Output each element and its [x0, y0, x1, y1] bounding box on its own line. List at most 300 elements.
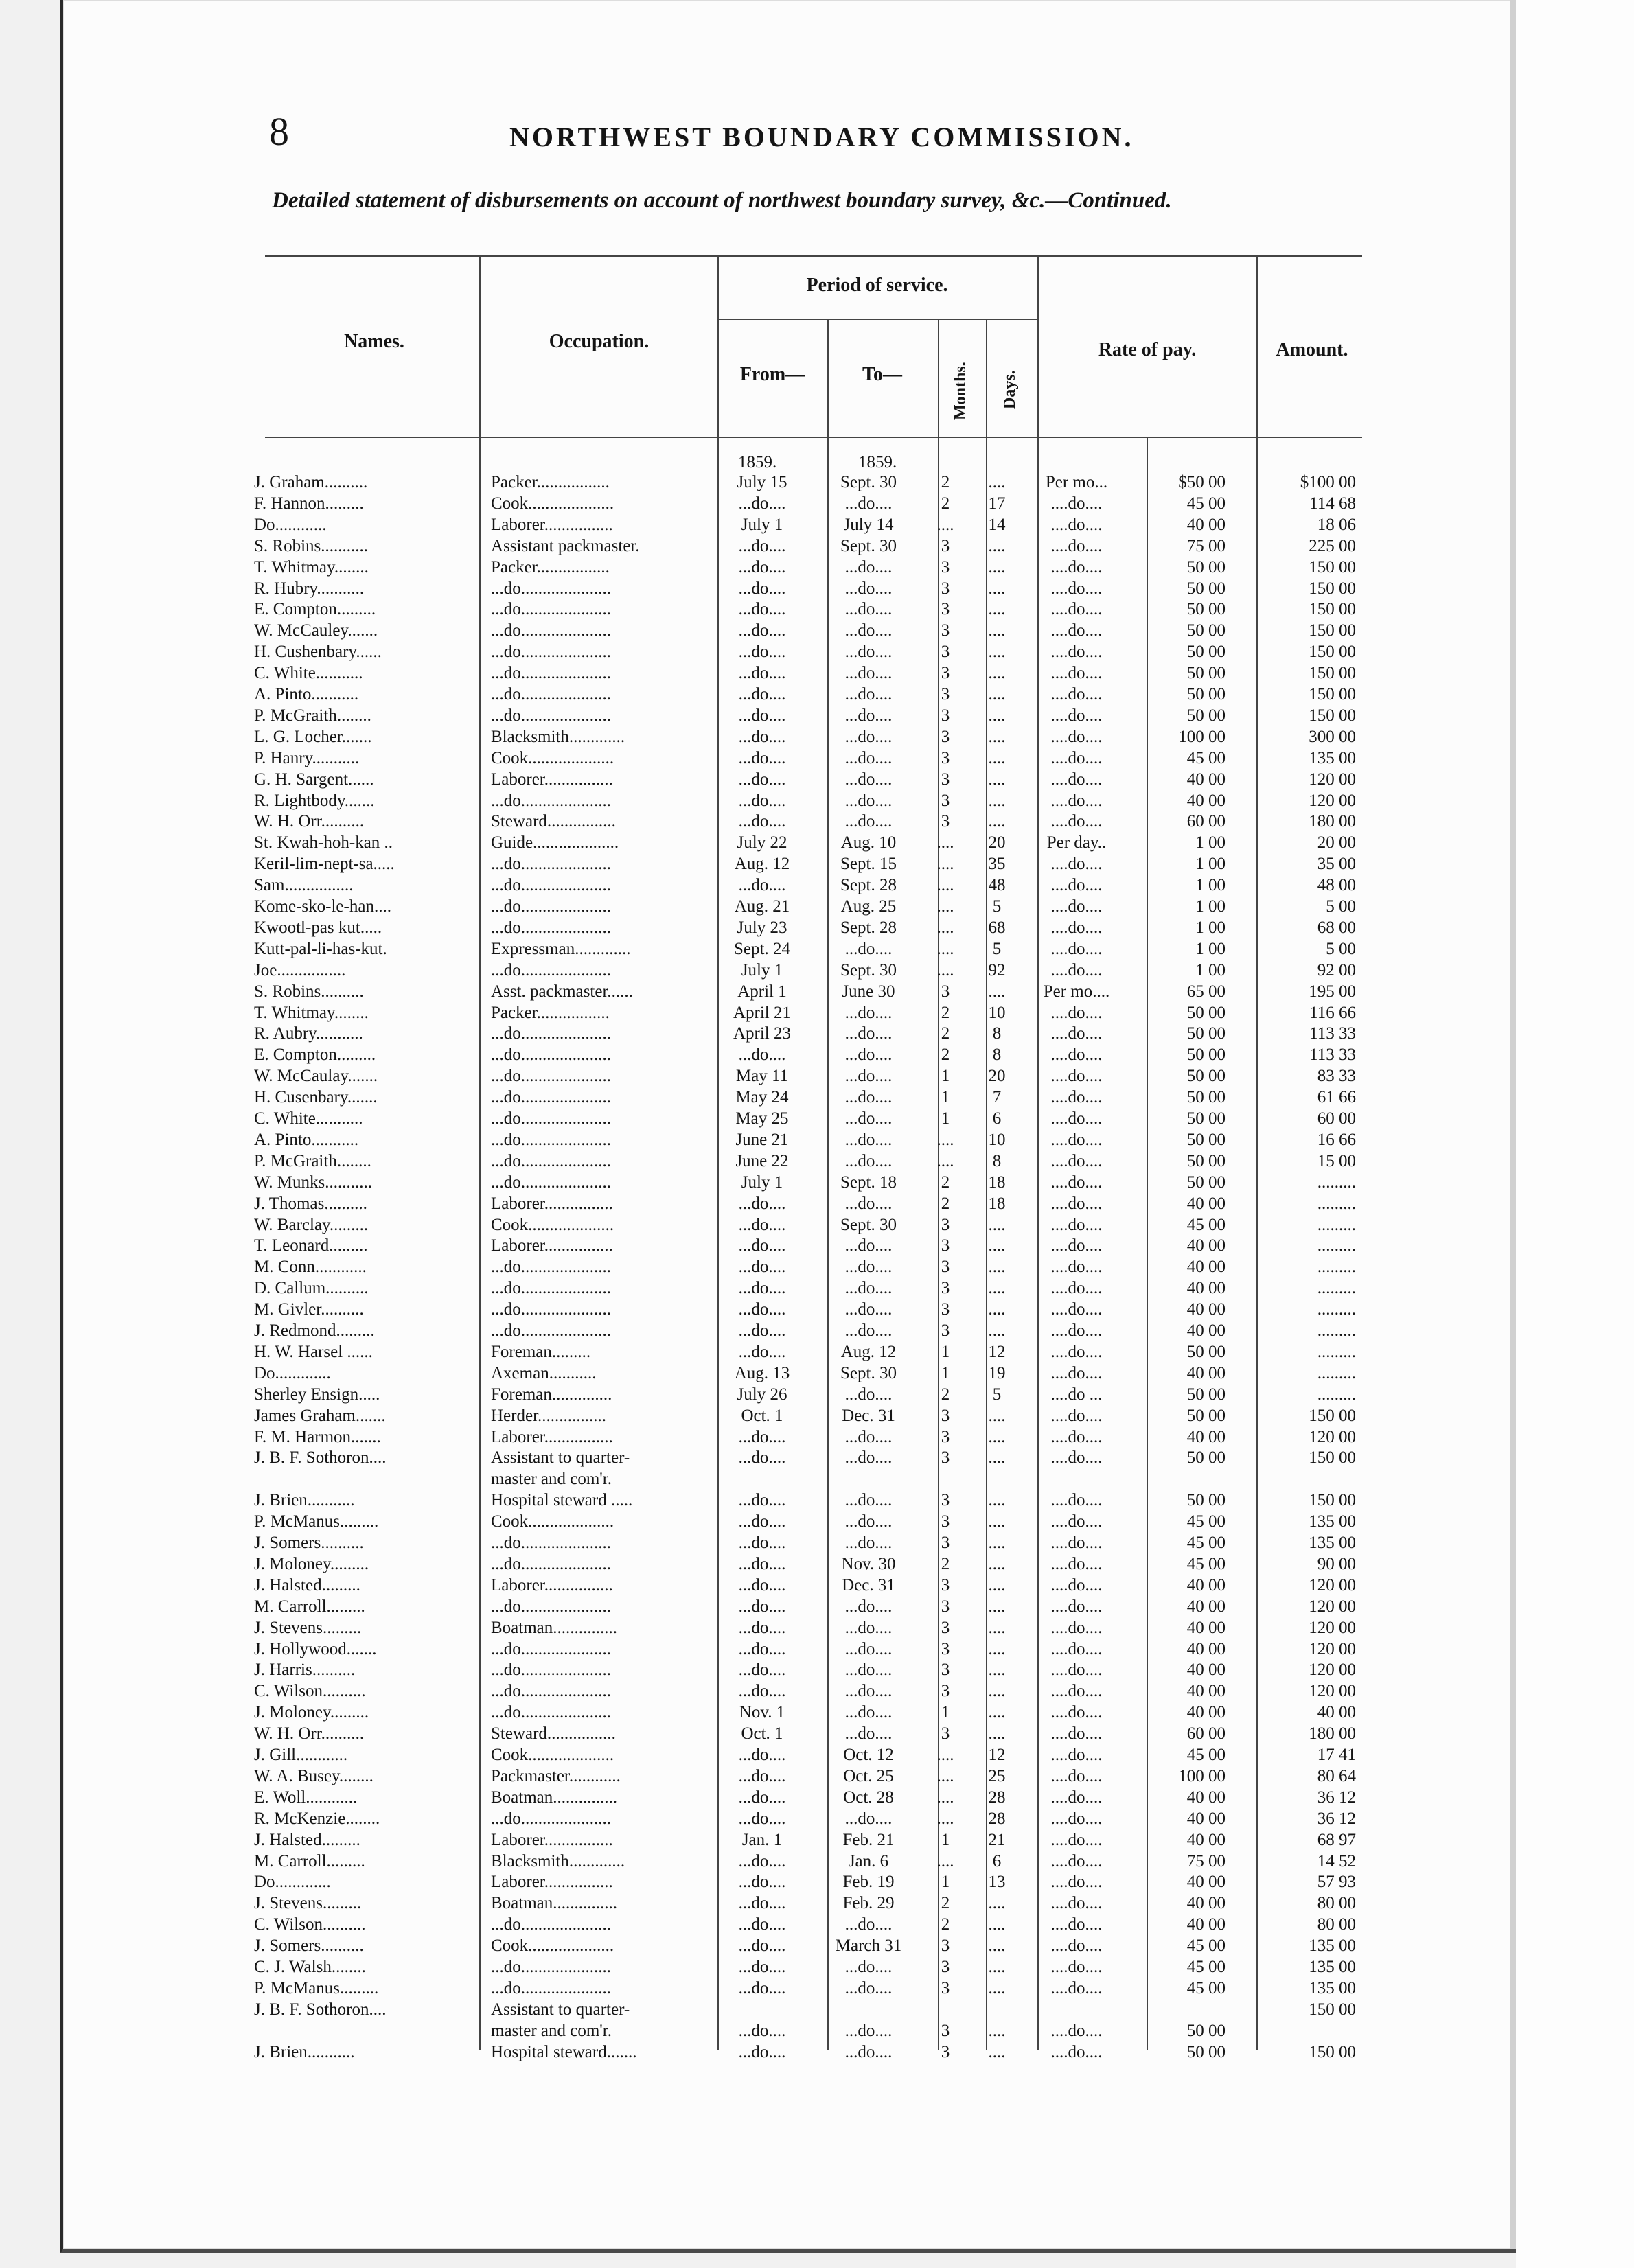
- cell-amt: 150 00: [1309, 706, 1356, 725]
- cell-dy: 25: [988, 1766, 1006, 1785]
- cell-to: Nov. 30: [841, 1554, 896, 1573]
- cell-to: ...do....: [844, 685, 893, 704]
- table-row: [254, 1914, 1366, 1935]
- cell-name: J. Gill............: [254, 1746, 348, 1764]
- cell-amt: $100 00: [1300, 473, 1356, 491]
- table-row: [254, 536, 1366, 557]
- table-row: [254, 896, 1366, 917]
- cell-occ: Cook....................: [491, 494, 614, 513]
- table-row: [254, 1406, 1366, 1426]
- table-row: [254, 1130, 1366, 1150]
- cell-ramt: 50 00: [1186, 706, 1226, 725]
- cell-from: ...do....: [738, 685, 786, 704]
- cell-name: P. McGraith........: [254, 1151, 371, 1170]
- cell-to: ...do....: [844, 791, 893, 810]
- cell-occ: Packer.................: [491, 1003, 610, 1022]
- cell-from: ...do....: [738, 1787, 786, 1807]
- cell-from: ...do....: [738, 1194, 786, 1213]
- cell-mo: 3: [941, 557, 950, 577]
- cell-to: Dec. 31: [842, 1406, 895, 1425]
- cell-mo: 3: [941, 1575, 950, 1595]
- cell-ramt: 50 00: [1186, 579, 1226, 598]
- table-row: [254, 1724, 1366, 1744]
- cell-from: ...do....: [738, 579, 786, 598]
- cell-occ: ...do.....................: [491, 600, 611, 619]
- cell-from: July 26: [737, 1385, 787, 1404]
- cell-amt: 120 00: [1309, 1427, 1356, 1446]
- cell-mo: 2: [941, 1003, 950, 1022]
- cell-from: ...do....: [738, 876, 786, 895]
- cell-to: ...do....: [844, 727, 893, 746]
- cell-to: ...do....: [844, 1703, 893, 1722]
- cell-to: July 14: [843, 515, 894, 534]
- cell-from: Oct. 1: [741, 1406, 783, 1425]
- cell-to: Sept. 30: [840, 1363, 897, 1382]
- cell-dy: ....: [988, 2021, 1006, 2040]
- cell-occ: ...do.....................: [491, 1660, 611, 1680]
- cell-ramt: 40 00: [1186, 1363, 1226, 1382]
- cell-from: ...do....: [738, 1321, 786, 1340]
- cell-to: ...do....: [844, 1258, 893, 1277]
- table-row: [254, 557, 1366, 578]
- cell-amt: 135 00: [1309, 1512, 1356, 1531]
- cell-dy: 12: [988, 1342, 1006, 1361]
- cell-dy: ....: [988, 685, 1006, 704]
- page-title: NORTHWEST BOUNDARY COMMISSION.: [509, 121, 1134, 152]
- table-row: [254, 1745, 1366, 1766]
- cell-from: Aug. 12: [734, 855, 790, 874]
- cell-rate: ....do....: [1050, 1978, 1103, 1998]
- cell-mo: 3: [941, 2021, 950, 2040]
- cell-from: July 23: [737, 918, 787, 937]
- cell-dy: 8: [992, 1024, 1002, 1043]
- cell-ramt: 50 00: [1186, 1003, 1226, 1022]
- cell-dy: ....: [988, 1958, 1006, 1976]
- cell-name: G. H. Sargent......: [254, 769, 374, 789]
- cell-mo: 3: [941, 1682, 950, 1701]
- cell-to: ...do....: [844, 1151, 893, 1170]
- cell-amt: 83 33: [1317, 1067, 1356, 1086]
- cell-ramt: 50 00: [1186, 621, 1226, 640]
- cell-from: ...do....: [738, 1873, 786, 1892]
- cell-rate: ....do....: [1050, 1618, 1103, 1637]
- cell-ramt: 45 00: [1186, 1534, 1226, 1552]
- cell-dy: ....: [988, 664, 1006, 683]
- cell-rate: ....do....: [1050, 1279, 1103, 1298]
- cell-rate: ....do....: [1050, 1406, 1103, 1425]
- cell-dy: 12: [988, 1746, 1006, 1764]
- cell-rate: ....do....: [1050, 1682, 1103, 1701]
- cell-from: ...do....: [738, 1534, 786, 1552]
- cell-name: C. White...........: [254, 1109, 363, 1128]
- cell-name: M. Carroll.........: [254, 1851, 365, 1871]
- cell-to: ...do....: [844, 1915, 893, 1934]
- cell-dy: ....: [988, 1936, 1006, 1956]
- cell-amt: 90 00: [1317, 1554, 1356, 1573]
- cell-rate: ....do....: [1050, 1703, 1103, 1722]
- cell-mo: 1: [941, 1363, 950, 1382]
- table-row: [254, 727, 1366, 748]
- cell-amt: 135 00: [1309, 1534, 1356, 1552]
- cell-to: Dec. 31: [842, 1575, 895, 1595]
- cell-mo: ....: [936, 1809, 954, 1828]
- cell-amt: 15 00: [1317, 1151, 1356, 1170]
- cell-amt: 150 00: [1309, 621, 1356, 640]
- cell-amt: .........: [1317, 1321, 1356, 1340]
- cell-mo: 3: [941, 1534, 950, 1552]
- cell-mo: 3: [941, 727, 950, 746]
- cell-mo: 3: [941, 1958, 950, 1976]
- cell-name: J. Redmond.........: [254, 1321, 375, 1340]
- cell-dy: ....: [988, 536, 1006, 555]
- cell-from: ...do....: [738, 748, 786, 767]
- cell-name: T. Whitmay........: [254, 1003, 369, 1022]
- cell-from: April 1: [737, 982, 787, 1001]
- cell-to: ...do....: [844, 748, 893, 767]
- year-to: 1859.: [858, 453, 897, 472]
- cell-mo: ....: [936, 855, 954, 874]
- cell-occ: Cook....................: [491, 1512, 614, 1531]
- cell-to: ...do....: [844, 1045, 893, 1065]
- cell-occ: Boatman...............: [491, 1894, 618, 1913]
- table-row: [254, 1469, 1366, 1490]
- cell-dy: ....: [988, 1321, 1006, 1340]
- cell-to: Sept. 30: [840, 960, 897, 980]
- cell-from: ...do....: [738, 727, 786, 746]
- cell-dy: ....: [988, 1597, 1006, 1616]
- cell-rate: ....do....: [1050, 727, 1103, 746]
- cell-from: ...do....: [738, 1660, 786, 1680]
- cell-amt: 80 00: [1317, 1915, 1356, 1934]
- cell-mo: 3: [941, 536, 950, 555]
- cell-from: Sept. 24: [734, 939, 790, 958]
- cell-ramt: 40 00: [1186, 1427, 1226, 1446]
- cell-name: F. M. Harmon.......: [254, 1427, 381, 1446]
- cell-mo: 2: [941, 1172, 950, 1192]
- cell-name: W. A. Busey........: [254, 1766, 373, 1785]
- cell-amt: 5 00: [1326, 897, 1356, 916]
- cell-rate: ....do....: [1050, 600, 1103, 619]
- cell-occ: ...do.....................: [491, 855, 611, 874]
- cell-amt: 36 12: [1317, 1809, 1356, 1828]
- cell-ramt: 40 00: [1186, 1682, 1226, 1701]
- cell-dy: ....: [988, 1618, 1006, 1637]
- cell-ramt: 1 00: [1195, 855, 1226, 874]
- cell-name: S. Robins..........: [254, 982, 364, 1001]
- cell-to: ...do....: [844, 1385, 893, 1404]
- cell-name: Do............: [254, 515, 327, 534]
- cell-to: ...do....: [844, 1321, 893, 1340]
- cell-from: ...do....: [738, 664, 786, 683]
- cell-ramt: 50 00: [1186, 664, 1226, 683]
- cell-occ: Laborer................: [491, 1236, 613, 1256]
- cell-occ: master and com'r.: [491, 2021, 612, 2040]
- cell-rate: ....do....: [1050, 855, 1103, 874]
- cell-name: E. Woll............: [254, 1787, 358, 1807]
- table-row: [254, 1893, 1366, 1914]
- cell-occ: ...do.....................: [491, 918, 611, 937]
- cell-ramt: 40 00: [1186, 1194, 1226, 1213]
- cell-ramt: 50 00: [1186, 1130, 1226, 1149]
- cell-mo: 3: [941, 1491, 950, 1510]
- cell-occ: Hospital steward.......: [491, 2042, 637, 2061]
- cell-name: Kutt-pal-li-has-kut.: [254, 939, 387, 958]
- cell-mo: 1: [941, 1703, 950, 1722]
- cell-mo: 2: [941, 494, 950, 513]
- cell-rate: ....do....: [1050, 1787, 1103, 1807]
- cell-to: ...do....: [844, 621, 893, 640]
- cell-to: ...do....: [844, 1512, 893, 1531]
- cell-rate: ....do....: [1050, 536, 1103, 555]
- cell-ramt: 40 00: [1186, 1915, 1226, 1934]
- cell-from: July 1: [741, 960, 783, 980]
- cell-to: Sept. 18: [840, 1172, 897, 1192]
- cell-ramt: 75 00: [1186, 536, 1226, 555]
- cell-from: ...do....: [738, 1427, 786, 1446]
- cell-from: ...do....: [738, 1448, 786, 1468]
- table-row: [254, 1872, 1366, 1893]
- cell-from: ...do....: [738, 1682, 786, 1701]
- cell-ramt: 50 00: [1186, 1172, 1226, 1192]
- header-from: From—: [739, 364, 805, 385]
- cell-name: D. Callum..........: [254, 1279, 369, 1298]
- cell-rate: ....do....: [1050, 1746, 1103, 1764]
- cell-to: ...do....: [844, 643, 893, 662]
- cell-amt: 150 00: [1309, 1406, 1356, 1425]
- cell-mo: 2: [941, 1385, 950, 1404]
- cell-rate: ....do....: [1050, 557, 1103, 577]
- cell-dy: 8: [992, 1151, 1002, 1170]
- cell-name: Do.............: [254, 1873, 331, 1892]
- cell-name: H. W. Harsel ......: [254, 1342, 373, 1361]
- cell-from: ...do....: [738, 1597, 786, 1616]
- cell-ramt: 50 00: [1186, 1491, 1226, 1510]
- cell-to: ...do....: [844, 1300, 893, 1319]
- cell-from: ...do....: [738, 706, 786, 725]
- table-row: [254, 2021, 1366, 2041]
- table-top-rule: [265, 255, 1362, 257]
- cell-dy: ....: [988, 1915, 1006, 1934]
- cell-mo: 3: [941, 621, 950, 640]
- cell-to: ...do....: [844, 2042, 893, 2061]
- cell-dy: 35: [988, 855, 1006, 874]
- cell-amt: .........: [1317, 1172, 1356, 1192]
- cell-dy: 5: [992, 897, 1002, 916]
- cell-ramt: 100 00: [1178, 1766, 1226, 1785]
- cell-rate: ....do....: [1050, 1936, 1103, 1956]
- cell-amt: 116 66: [1309, 1003, 1356, 1022]
- cell-from: June 22: [735, 1151, 789, 1170]
- table-row: [254, 1830, 1366, 1851]
- cell-amt: 57 93: [1317, 1873, 1356, 1892]
- page-subtitle: Detailed statement of disbursements on account of northwest boundary survey, &c.—Continued.: [272, 188, 1172, 213]
- cell-ramt: 45 00: [1186, 1978, 1226, 1998]
- cell-ramt: 40 00: [1186, 515, 1226, 534]
- cell-to: Aug. 25: [840, 897, 897, 916]
- cell-mo: 3: [941, 643, 950, 662]
- cell-to: ...do....: [844, 1618, 893, 1637]
- cell-dy: ....: [988, 1534, 1006, 1552]
- cell-amt: 150 00: [1309, 1491, 1356, 1510]
- cell-from: ...do....: [738, 600, 786, 619]
- cell-dy: ....: [988, 473, 1006, 491]
- cell-amt: 48 00: [1317, 876, 1356, 895]
- cell-ramt: 45 00: [1186, 748, 1226, 767]
- cell-dy: ....: [988, 1236, 1006, 1256]
- cell-ramt: 1 00: [1195, 897, 1226, 916]
- cell-mo: 3: [941, 791, 950, 810]
- cell-ramt: 45 00: [1186, 1958, 1226, 1976]
- cell-amt: 135 00: [1309, 1936, 1356, 1956]
- cell-amt: 20 00: [1317, 833, 1356, 853]
- cell-occ: ...do.....................: [491, 1915, 611, 1934]
- cell-amt: 150 00: [1309, 1448, 1356, 1468]
- cell-name: Do.............: [254, 1363, 331, 1382]
- cell-name: A. Pinto...........: [254, 1130, 359, 1149]
- cell-amt: .........: [1317, 1236, 1356, 1256]
- cell-amt: 80 00: [1317, 1894, 1356, 1913]
- cell-mo: 2: [941, 1915, 950, 1934]
- cell-from: ...do....: [738, 1300, 786, 1319]
- table-row: [254, 1236, 1366, 1256]
- header-rate: Rate of pay.: [1098, 339, 1197, 360]
- table-row: [254, 1575, 1366, 1596]
- cell-rate: ....do....: [1050, 494, 1103, 513]
- cell-name: M. Carroll.........: [254, 1597, 365, 1616]
- cell-mo: 3: [941, 1236, 950, 1256]
- cell-ramt: 50 00: [1186, 1448, 1226, 1468]
- cell-name: P. McManus.........: [254, 1978, 379, 1998]
- cell-to: Aug. 10: [840, 833, 897, 853]
- cell-from: ...do....: [738, 1746, 786, 1764]
- cell-from: ...do....: [738, 1639, 786, 1658]
- cell-from: ...do....: [738, 791, 786, 810]
- cell-rate: ....do....: [1050, 876, 1103, 895]
- cell-occ: ...do.....................: [491, 1554, 611, 1573]
- cell-dy: 5: [992, 939, 1002, 958]
- cell-rate: ....do....: [1050, 960, 1103, 980]
- cell-occ: ...do.....................: [491, 664, 611, 683]
- header-to: To—: [862, 364, 903, 385]
- cell-ramt: 40 00: [1186, 1787, 1226, 1807]
- cell-rate: ....do....: [1050, 812, 1103, 831]
- cell-occ: ...do.....................: [491, 1258, 611, 1277]
- cell-from: May 24: [735, 1088, 789, 1107]
- table-row: [254, 663, 1366, 684]
- cell-from: ...do....: [738, 1894, 786, 1913]
- cell-rate: ....do....: [1050, 791, 1103, 810]
- cell-occ: Laborer................: [491, 1427, 613, 1446]
- table-row: [254, 1936, 1366, 1956]
- cell-mo: ....: [936, 1851, 954, 1871]
- cell-from: May 11: [735, 1067, 789, 1086]
- cell-rate: ....do....: [1050, 1130, 1103, 1149]
- cell-to: Oct. 25: [843, 1766, 894, 1785]
- table-row: [254, 1045, 1366, 1065]
- cell-occ: Assistant to quarter-: [491, 2000, 630, 2019]
- cell-mo: 3: [941, 769, 950, 789]
- cell-amt: 18 06: [1317, 515, 1356, 534]
- cell-occ: ...do.....................: [491, 1703, 611, 1722]
- cell-occ: ...do.....................: [491, 1809, 611, 1828]
- cell-mo: 3: [941, 1978, 950, 1998]
- cell-mo: 1: [941, 1873, 950, 1892]
- table-row: [254, 1533, 1366, 1553]
- table-row: [254, 769, 1366, 790]
- cell-ramt: 50 00: [1186, 1109, 1226, 1128]
- cell-mo: ....: [936, 1151, 954, 1170]
- cell-occ: ...do.....................: [491, 621, 611, 640]
- table-row: [254, 1787, 1366, 1808]
- cell-amt: 5 00: [1326, 939, 1356, 958]
- cell-occ: Steward................: [491, 812, 616, 831]
- cell-amt: 80 64: [1317, 1766, 1356, 1785]
- header-days: Days.: [1001, 370, 1019, 409]
- cell-name: J. Somers..........: [254, 1534, 364, 1552]
- header-months: Months.: [952, 362, 969, 420]
- cell-rate: ....do....: [1050, 579, 1103, 598]
- cell-name: J. Moloney.........: [254, 1554, 369, 1573]
- table-row: [254, 1172, 1366, 1193]
- cell-mo: 3: [941, 579, 950, 598]
- table-row: [254, 1023, 1366, 1044]
- cell-ramt: 40 00: [1186, 1300, 1226, 1319]
- cell-amt: 135 00: [1309, 1978, 1356, 1998]
- cell-to: ...do....: [844, 1809, 893, 1828]
- cell-rate: ....do....: [1050, 1342, 1103, 1361]
- cell-to: ...do....: [844, 1660, 893, 1680]
- cell-from: ...do....: [738, 1575, 786, 1595]
- cell-occ: ...do.....................: [491, 1534, 611, 1552]
- cell-dy: ....: [988, 812, 1006, 831]
- cell-occ: ...do.....................: [491, 1597, 611, 1616]
- table-row: [254, 1809, 1366, 1829]
- cell-dy: ....: [988, 982, 1006, 1001]
- cell-dy: ....: [988, 1512, 1006, 1531]
- cell-mo: ....: [936, 897, 954, 916]
- cell-to: ...do....: [844, 1427, 893, 1446]
- cell-amt: 150 00: [1309, 600, 1356, 619]
- cell-dy: 20: [988, 833, 1006, 853]
- cell-ramt: 45 00: [1186, 1746, 1226, 1764]
- cell-dy: ....: [988, 727, 1006, 746]
- cell-amt: 35 00: [1317, 855, 1356, 874]
- cell-dy: 19: [988, 1363, 1006, 1382]
- cell-name: St. Kwah-hoh-kan ..: [254, 833, 393, 853]
- cell-to: ...do....: [844, 600, 893, 619]
- cell-dy: 48: [988, 876, 1006, 895]
- cell-rate: ....do....: [1050, 1067, 1103, 1086]
- cell-occ: Packer.................: [491, 473, 610, 491]
- table-row: [254, 811, 1366, 832]
- cell-ramt: 50 00: [1186, 685, 1226, 704]
- cell-rate: ....do....: [1050, 1215, 1103, 1234]
- cell-from: ...do....: [738, 536, 786, 555]
- cell-from: July 22: [737, 833, 787, 853]
- cell-rate: ....do....: [1050, 706, 1103, 725]
- cell-ramt: 50 00: [1186, 2042, 1226, 2061]
- cell-to: ...do....: [844, 1978, 893, 1998]
- cell-occ: Expressman.............: [491, 939, 631, 958]
- cell-rate: ....do....: [1050, 1321, 1103, 1340]
- cell-dy: 20: [988, 1067, 1006, 1086]
- cell-occ: ...do.....................: [491, 643, 611, 662]
- cell-ramt: 40 00: [1186, 1894, 1226, 1913]
- cell-from: ...do....: [738, 1915, 786, 1934]
- cell-rate: ....do....: [1050, 1830, 1103, 1849]
- cell-occ: Boatman...............: [491, 1787, 618, 1807]
- cell-occ: ...do.....................: [491, 1321, 611, 1340]
